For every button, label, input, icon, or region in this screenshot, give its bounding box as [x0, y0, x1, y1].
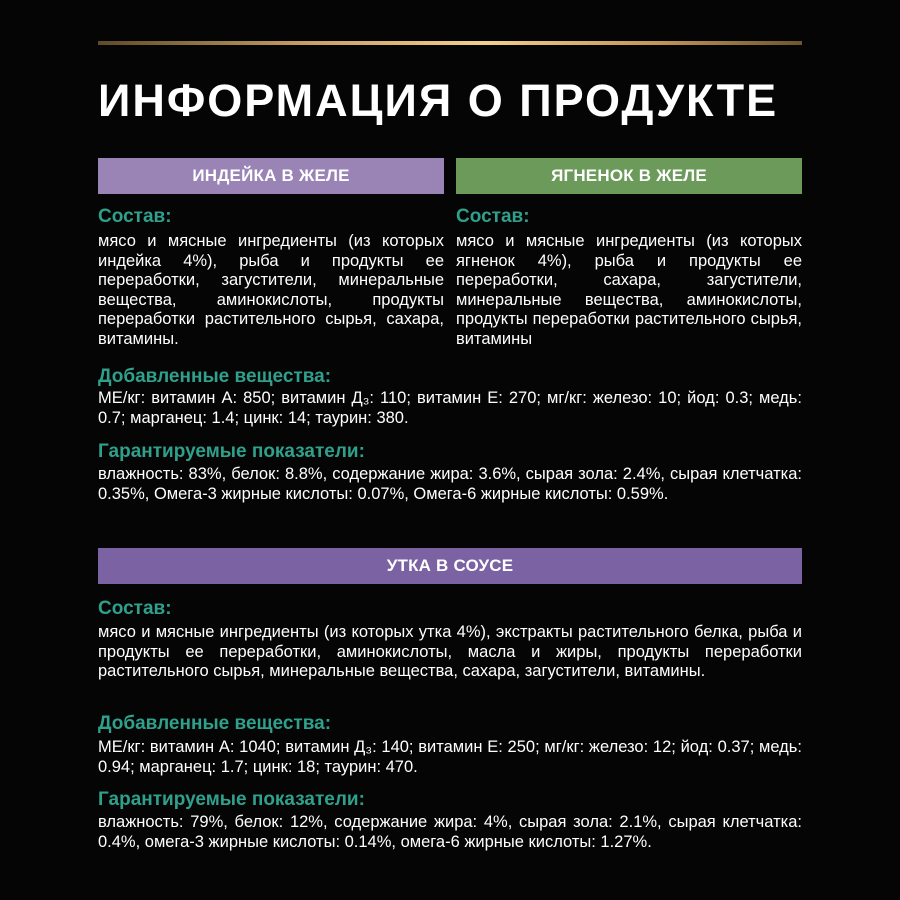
lamb-composition-text: мясо и мясные ингредиенты (из которых ягненок 4%), рыба и продукты ее переработки, сахара, загустители, минеральные вещества, аминокислоты, продукты переработки растительного сырья, витамины [456, 232, 802, 348]
duck-band: УТКА В СОУСЕ [98, 548, 802, 584]
turkey-composition-heading: Состав: [98, 206, 172, 227]
turkey-additives-text: МЕ/кг: витамин А: 850; витамин Д₃: 110; витамин Е: 270; мг/кг: железо: 10; йод: 0.3; медь: 0.7; марганец: 1.4; цинк: 14; таурин: 380. [98, 389, 802, 427]
duck-guaranteed-heading: Гарантируемые показатели: [98, 789, 365, 810]
duck-composition-heading: Состав: [98, 598, 172, 619]
duck-composition-text: мясо и мясные ингредиенты (из которых утка 4%), экстракты растительного белка, рыба и продукты ее переработки, аминокислоты, масла и жиры, продукты переработки растительного сырья, минеральные вещества, сахара, загустители, витамины. [98, 623, 802, 681]
turkey-guaranteed-text: влажность: 83%, белок: 8.8%, содержание жира: 3.6%, сырая зола: 2.4%, сырая клетчатка: 0.35%, Омега-3 жирные кислоты: 0.07%, Омега-6 жирные кислоты: 0.59%. [98, 465, 802, 503]
duck-additives-heading: Добавленные вещества: [98, 713, 332, 734]
page-title: ИНФОРМАЦИЯ О ПРОДУКТЕ [98, 75, 779, 126]
turkey-additives-heading: Добавленные вещества: [98, 366, 332, 387]
duck-additives-text: МЕ/кг: витамин А: 1040; витамин Д₃: 140; витамин Е: 250; мг/кг: железо: 12; йод: 0.37; медь: 0.94; марганец: 1.7; цинк: 18; таурин: 470. [98, 738, 802, 776]
turkey-guaranteed-heading: Гарантируемые показатели: [98, 441, 365, 462]
lamb-band: ЯГНЕНОК В ЖЕЛЕ [456, 158, 802, 194]
turkey-composition-text: мясо и мясные ингредиенты (из которых индейка 4%), рыба и продукты ее переработки, загустители, минеральные вещества, аминокислоты, продукты переработки растительного сырья, сахара, витамины. [98, 232, 444, 348]
duck-guaranteed-text: влажность: 79%, белок: 12%, содержание жира: 4%, сырая зола: 2.1%, сырая клетчатка: 0.4%, омега-3 жирные кислоты: 0.14%, омега-6 жирные кислоты: 1.27%. [98, 813, 802, 851]
gold-divider [98, 41, 802, 45]
lamb-composition-heading: Состав: [456, 206, 530, 227]
turkey-band: ИНДЕЙКА В ЖЕЛЕ [98, 158, 444, 194]
